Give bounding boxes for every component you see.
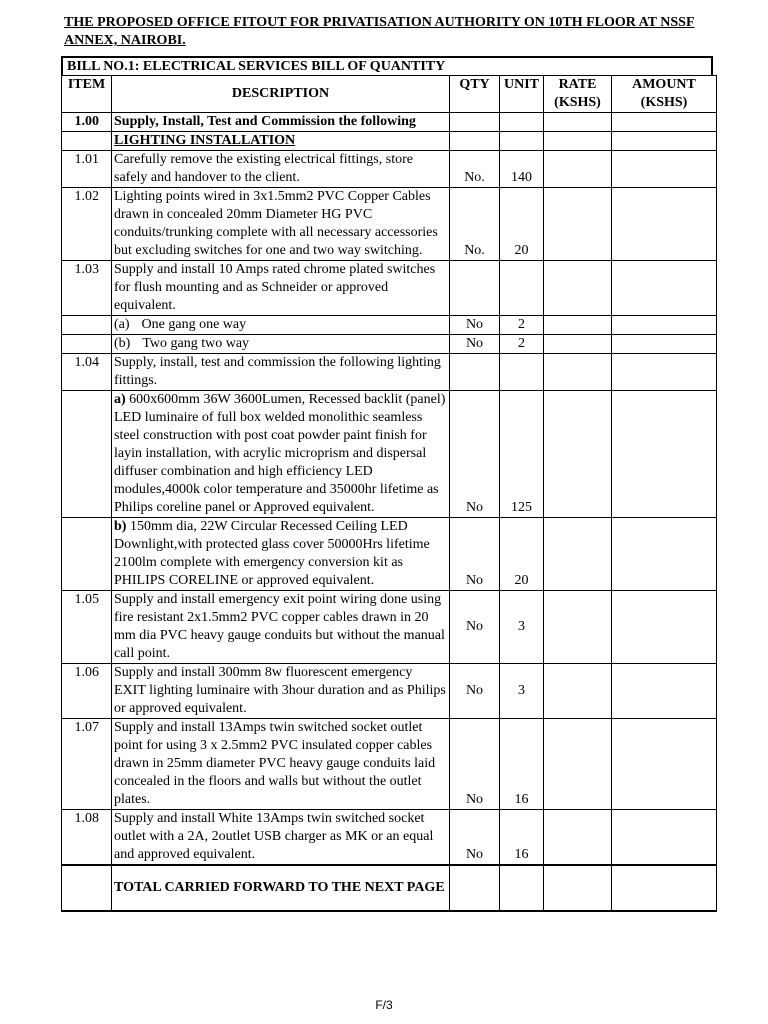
section-row	[62, 113, 717, 132]
table-row: 1.02 Lighting points wired in 3x1.5mm2 PVC Copper Cables drawn in concealed 20mm Diameter HG PVC conduits/trunking complete with all necessary accessories but excluding switches for one and two way switching. No. 20	[62, 188, 717, 261]
row-description: (b) Two gang two way	[112, 335, 450, 354]
table-row: 1.03 Supply and install 10 Amps rated chrome plated switches for flush mounting and as Schneider or approved equivalent.	[62, 261, 717, 316]
row-description: Supply and install White 13Amps twin switched socket outlet with a 2A, 2outlet USB charger as MK or an equal and approved equivalent.	[112, 810, 450, 866]
row-description: Supply and install 10 Amps rated chrome plated switches for flush mounting and as Schneider or approved equivalent.	[112, 261, 450, 316]
table-row: (a) One gang one way No 2	[62, 316, 717, 335]
row-description: Lighting points wired in 3x1.5mm2 PVC Copper Cables drawn in concealed 20mm Diameter HG PVC conduits/trunking complete with all necessary accessories but excluding switches for one and two way switching.	[112, 188, 450, 261]
table-row: 1.04 Supply, install, test and commission the following lighting fittings.	[62, 354, 717, 391]
table-row: b) 150mm dia, 22W Circular Recessed Ceiling LED Downlight,with protected glass cover 50000Hrs lifetime 2100lm complete with emergency conversion kit as PHILIPS CORELINE or approved equivalent. No 20	[62, 518, 717, 591]
row-description: Carefully remove the existing electrical fittings, store safely and handover to the client.	[112, 151, 450, 188]
row-description: a) 600x600mm 36W 3600Lumen, Recessed backlit (panel) LED luminaire of full box welded monolithic seamless steel construction with post coat powder paint finish for layin installation, with acrylic microprism and dispersal diffuser combination and high efficiency LED modules,4000k color temperature and 35000hr lifetime as Philips coreline panel or Approved equivalent.	[112, 391, 450, 518]
total-row	[62, 865, 717, 911]
table-row: 1.06 Supply and install 300mm 8w fluorescent emergency EXIT lighting luminaire with 3hour duration and as Philips or approved equivalent. No 3	[62, 664, 717, 719]
subheading-row	[62, 132, 717, 151]
bill-title: BILL NO.1: ELECTRICAL SERVICES BILL OF QUANTITY	[61, 56, 713, 76]
header-amount: AMOUNT (KSHS)	[612, 76, 717, 113]
table-row: 1.05 Supply and install emergency exit point wiring done using fire resistant 2x1.5mm2 PVC copper cables drawn in 20 mm dia PVC heavy gauge conduits but without the manual call point. No 3	[62, 591, 717, 664]
row-description: (a) One gang one way	[112, 316, 450, 335]
row-description: b) 150mm dia, 22W Circular Recessed Ceiling LED Downlight,with protected glass cover 50000Hrs lifetime 2100lm complete with emergency conversion kit as PHILIPS CORELINE or approved equivalent.	[112, 518, 450, 591]
header-item: ITEM	[62, 76, 112, 113]
bill-of-quantities-table	[61, 75, 717, 912]
section-subheading: LIGHTING INSTALLATION	[112, 132, 450, 151]
row-description: Supply, install, test and commission the following lighting fittings.	[112, 354, 450, 391]
header-qty: QTY	[450, 76, 500, 113]
page-number: F/3	[375, 998, 393, 1012]
table-row: (b) Two gang two way No 2	[62, 335, 717, 354]
section-description: Supply, Install, Test and Commission the following	[112, 113, 450, 132]
table-row: 1.01 Carefully remove the existing electrical fittings, store safely and handover to the client. No. 140	[62, 151, 717, 188]
row-description: Supply and install 13Amps twin switched socket outlet point for using 3 x 2.5mm2 PVC insulated copper cables drawn in 25mm diameter PVC heavy gauge conduits laid concealed in the floors and walls but without the outlet plates.	[112, 719, 450, 810]
row-description: Supply and install 300mm 8w fluorescent emergency EXIT lighting luminaire with 3hour duration and as Philips or approved equivalent.	[112, 664, 450, 719]
table-header-row	[62, 76, 717, 113]
row-description: Supply and install emergency exit point wiring done using fire resistant 2x1.5mm2 PVC copper cables drawn in 20 mm dia PVC heavy gauge conduits but without the manual call point.	[112, 591, 450, 664]
header-unit: UNIT	[500, 76, 544, 113]
table-row: a) 600x600mm 36W 3600Lumen, Recessed backlit (panel) LED luminaire of full box welded monolithic seamless steel construction with post coat powder paint finish for layin installation, with acrylic microprism and dispersal diffuser combination and high efficiency LED modules,4000k color temperature and 35000hr lifetime as Philips coreline panel or Approved equivalent. No 125	[62, 391, 717, 518]
header-rate: RATE (KSHS)	[544, 76, 612, 113]
table-row: 1.08 Supply and install White 13Amps twin switched socket outlet with a 2A, 2outlet USB charger as MK or an equal and approved equivalent. No 16	[62, 810, 717, 866]
document-title: THE PROPOSED OFFICE FITOUT FOR PRIVATISATION AUTHORITY ON 10TH FLOOR AT NSSF ANNEX, NAIROBI.	[64, 15, 695, 48]
total-label: TOTAL CARRIED FORWARD TO THE NEXT PAGE	[112, 865, 450, 911]
header-description: DESCRIPTION	[112, 76, 450, 113]
table-row: 1.07 Supply and install 13Amps twin switched socket outlet point for using 3 x 2.5mm2 PVC insulated copper cables drawn in 25mm diameter PVC heavy gauge conduits laid concealed in the floors and walls but without the outlet plates. No 16	[62, 719, 717, 810]
section-item: 1.00	[62, 113, 112, 132]
